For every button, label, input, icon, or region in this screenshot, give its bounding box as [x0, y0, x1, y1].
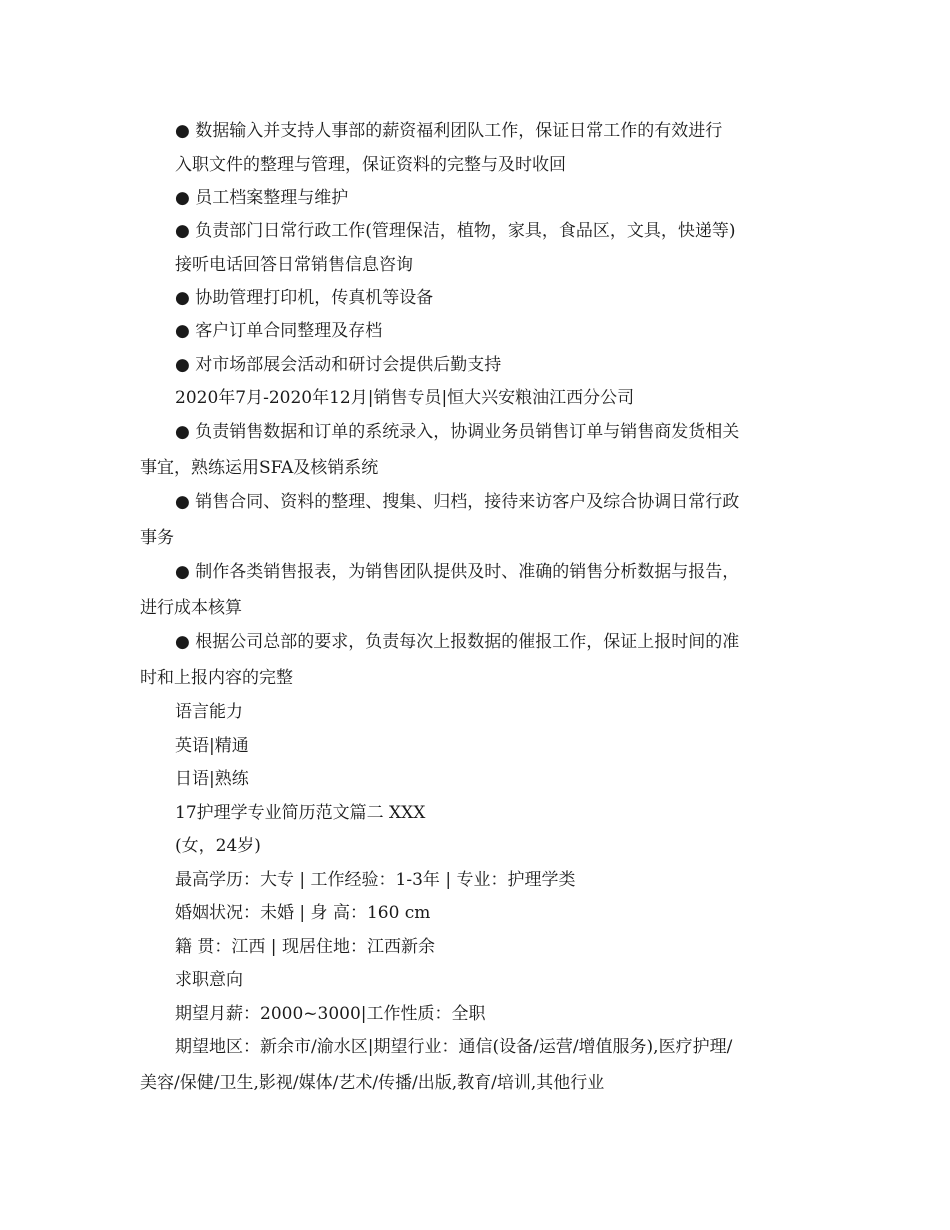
bullet-line: ● 客户订单合同整理及存档: [175, 321, 383, 341]
text-line: 籍 贯：江西 | 现居住地：江西新余: [175, 937, 435, 957]
text-line: 入职文件的整理与管理，保证资料的完整与及时收回: [175, 155, 566, 175]
section-heading: 求职意向: [175, 970, 243, 990]
bullet-line: ● 数据输入并支持人事部的薪资福利团队工作，保证日常工作的有效进行: [175, 121, 723, 141]
bullet-line: ● 销售合同、资料的整理、搜集、归档，接待来访客户及综合协调日常行政: [175, 492, 740, 512]
text-line: 时和上报内容的完整: [140, 668, 293, 688]
job-heading: 2020年7月-2020年12月|销售专员|恒大兴安粮油江西分公司: [175, 388, 635, 408]
text-line: 期望地区：新余市/渝水区|期望行业：通信(设备/运营/增值服务),医疗护理/: [175, 1037, 733, 1057]
text-line: 事务: [140, 528, 174, 548]
text-line: 事宜，熟练运用SFA及核销系统: [140, 458, 379, 478]
bullet-line: ● 负责部门日常行政工作(管理保洁，植物，家具，食品区，文具，快递等): [175, 221, 736, 241]
text-line: 期望月薪：2000~3000|工作性质：全职: [175, 1004, 486, 1024]
resume-title: 17护理学专业简历范文篇二 XXX: [175, 803, 426, 823]
text-line: 接听电话回答日常销售信息咨询: [175, 255, 413, 275]
section-heading: 语言能力: [175, 702, 243, 722]
text-line: 最高学历：大专 | 工作经验：1-3年 | 专业：护理学类: [175, 870, 576, 890]
text-line: (女，24岁): [175, 836, 261, 856]
bullet-line: ● 协助管理打印机，传真机等设备: [175, 288, 434, 308]
text-line: 英语|精通: [175, 736, 249, 756]
text-line: 日语|熟练: [175, 769, 249, 789]
bullet-line: ● 对市场部展会活动和研讨会提供后勤支持: [175, 355, 502, 375]
bullet-line: ● 负责销售数据和订单的系统录入，协调业务员销售订单与销售商发货相关: [175, 422, 740, 442]
bullet-line: ● 根据公司总部的要求，负责每次上报数据的催报工作，保证上报时间的准: [175, 632, 740, 652]
text-line: 进行成本核算: [140, 598, 242, 618]
bullet-line: ● 员工档案整理与维护: [175, 188, 349, 208]
text-line: 婚姻状况：未婚 | 身 高：160 cm: [175, 903, 431, 923]
bullet-line: ● 制作各类销售报表，为销售团队提供及时、准确的销售分析数据与报告，: [175, 562, 740, 582]
text-line: 美容/保健/卫生,影视/媒体/艺术/传播/出版,教育/培训,其他行业: [140, 1073, 605, 1093]
